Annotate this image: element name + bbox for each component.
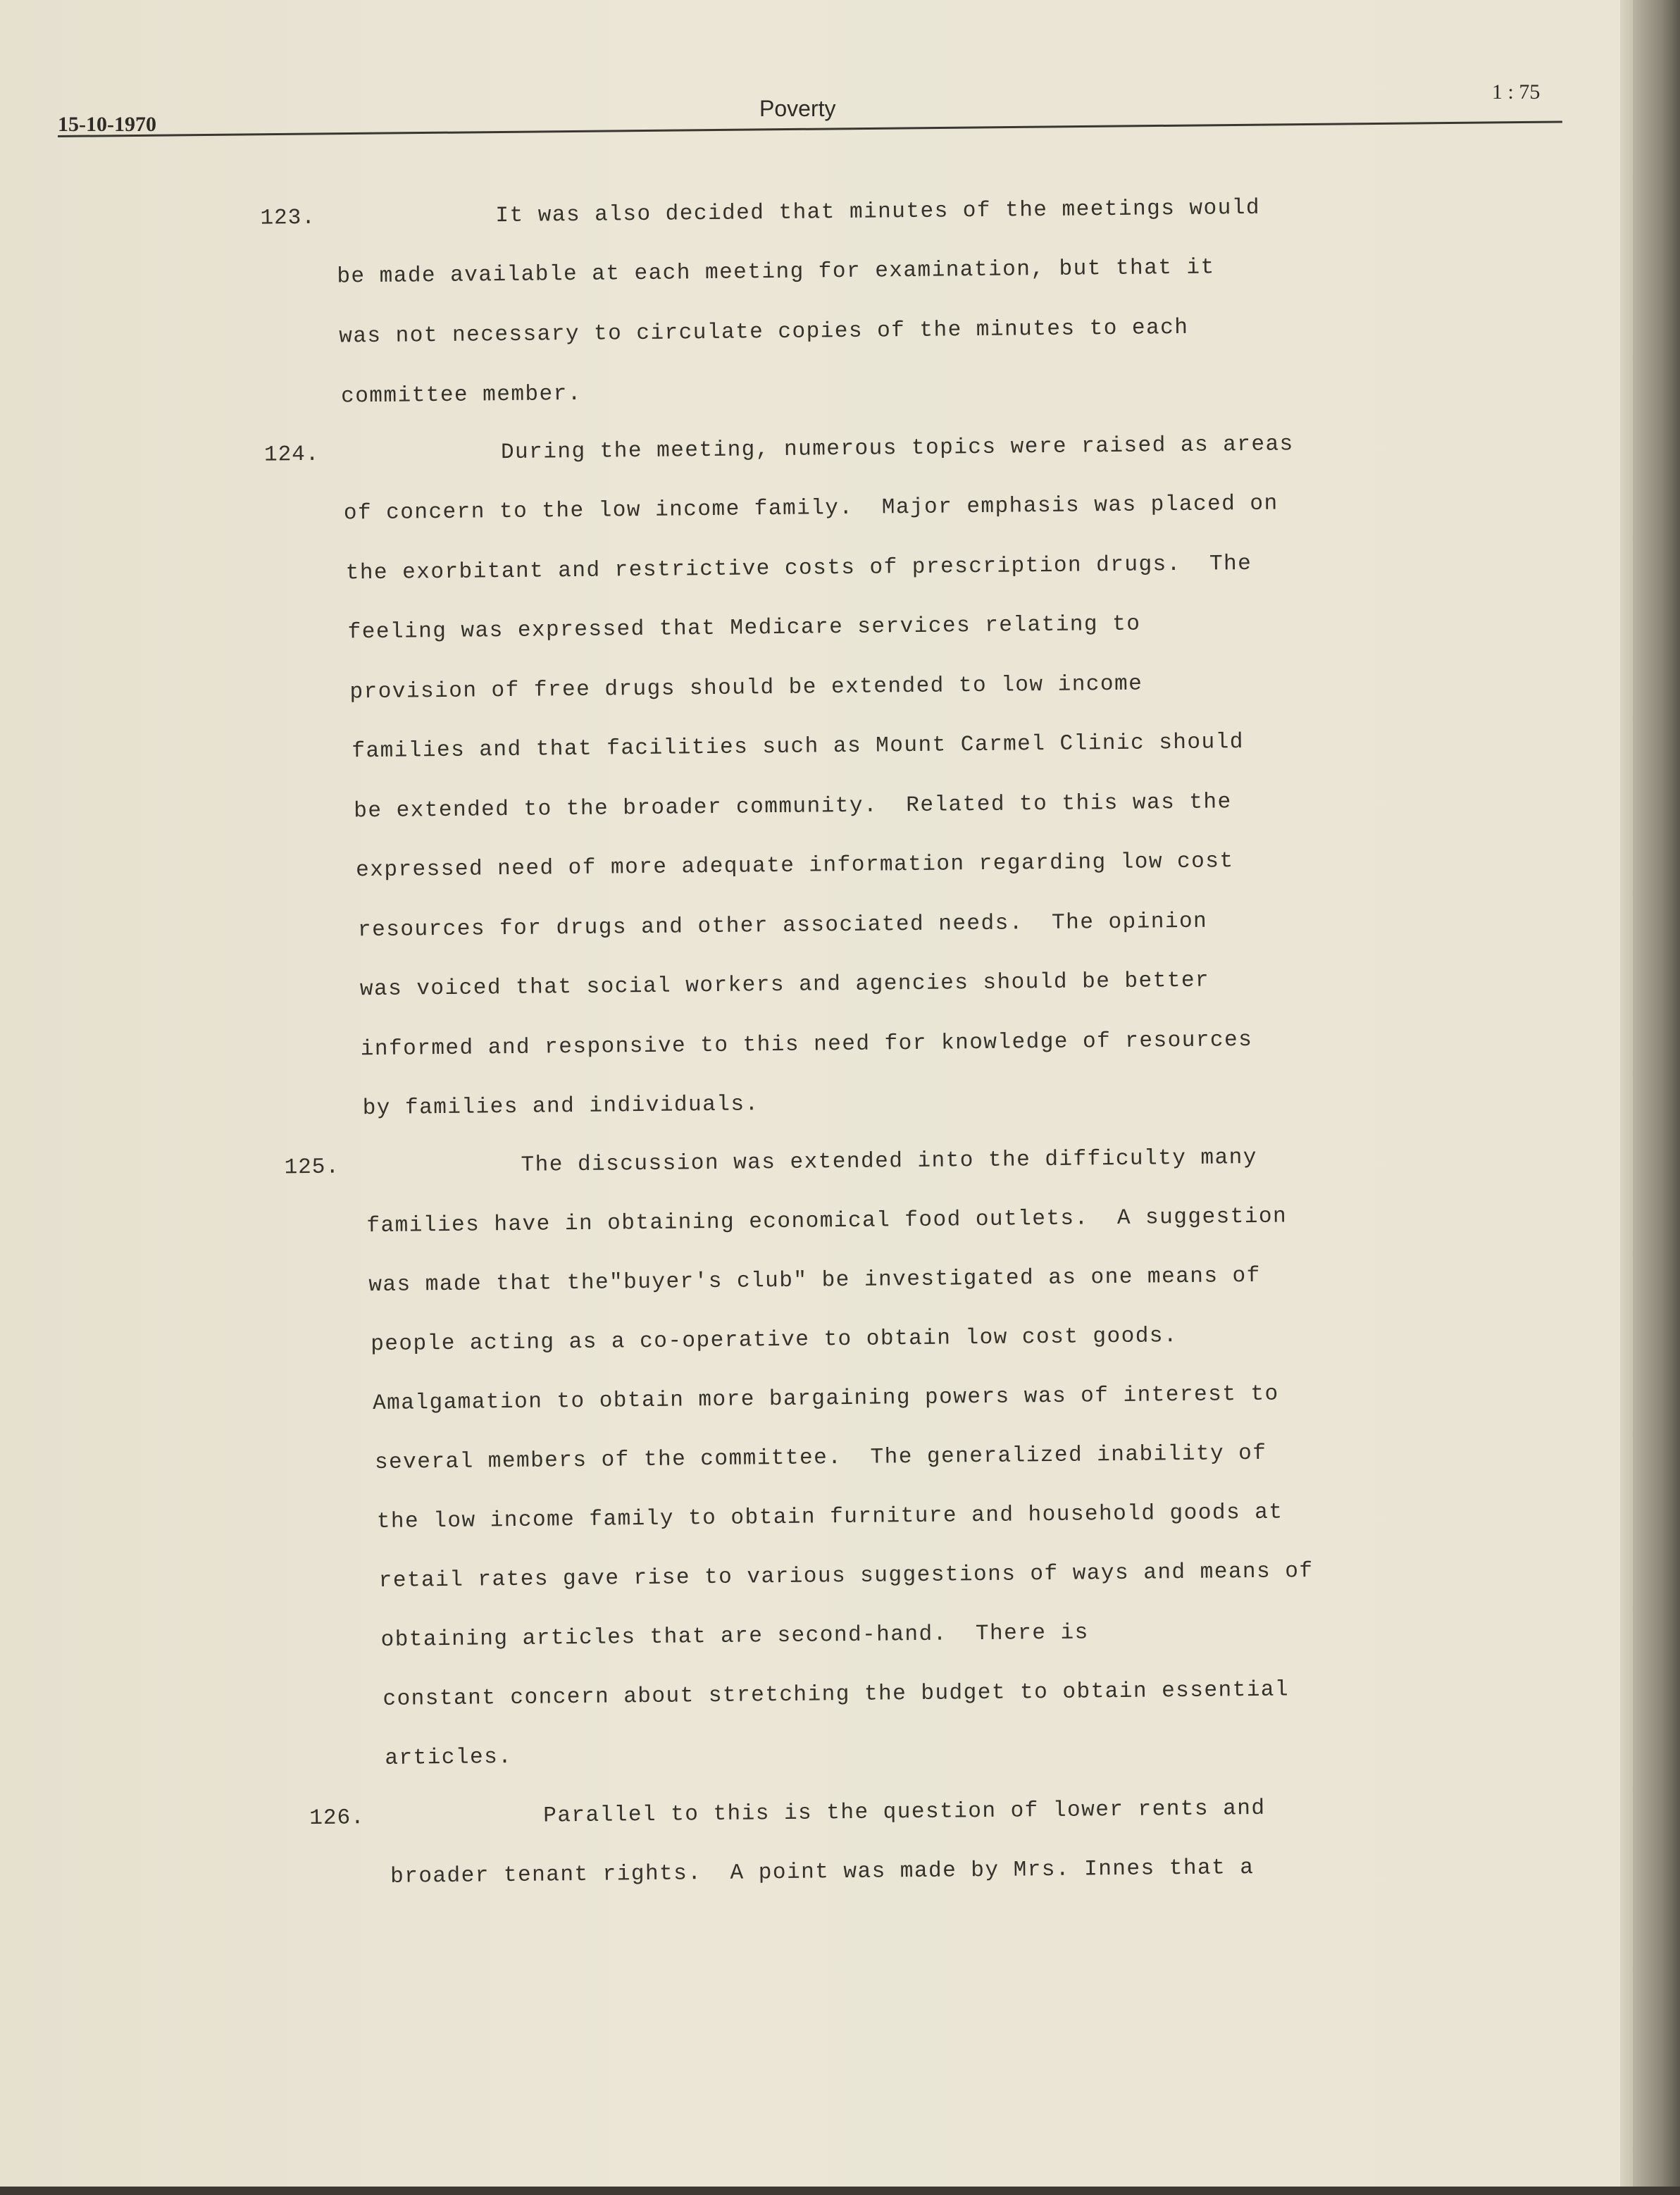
text-line: people acting as a co-operative to obtain low cost goods. — [371, 1324, 1178, 1357]
text-line: articles. — [385, 1745, 513, 1771]
header-page-number: 1 : 75 — [1492, 80, 1541, 104]
text-line: provision of free drugs should be extended to low income — [349, 671, 1143, 705]
text-line: was made that the"buyer's club" be investigated as one means of — [368, 1263, 1261, 1298]
text-line: be extended to the broader community. Related to this was the — [354, 790, 1232, 824]
text-line: broader tenant rights. A point was made by Mrs. Innes that a — [390, 1855, 1255, 1889]
paragraph-number: 124. — [263, 442, 320, 468]
text-line: retail rates gave rise to various suggestions of ways and means of — [378, 1559, 1314, 1593]
text-line: families have in obtaining economical food outlets. A suggestion — [366, 1204, 1288, 1239]
text-line: constant concern about stretching the budget to obtain essential — [382, 1677, 1290, 1712]
paragraph-number: 126. — [309, 1805, 365, 1832]
paragraph-number: 123. — [260, 205, 316, 231]
text-line: Parallel to this is the question of lower rents and — [543, 1796, 1266, 1829]
text-line: several members of the committee. The generalized inability of — [374, 1441, 1267, 1476]
header-date: 15-10-1970 — [58, 113, 156, 136]
text-line: feeling was expressed that Medicare services relating to — [347, 611, 1141, 645]
text-line: expressed need of more adequate information regarding low cost — [356, 849, 1234, 883]
paragraph-number: 125. — [284, 1155, 340, 1181]
text-line: obtaining articles that are second-hand. There is — [380, 1620, 1089, 1653]
text-line: committee member. — [340, 381, 583, 409]
text-line: the exorbitant and restrictive costs of prescription drugs. The — [345, 551, 1252, 586]
text-line: The discussion was extended into the difficulty many — [521, 1145, 1258, 1178]
text-line: of concern to the low income family. Major emphasis was placed on — [343, 491, 1278, 526]
text-line: informed and responsive to this need for knowledge of resources — [360, 1027, 1253, 1062]
text-line: was not necessary to circulate copies of the minutes to each — [339, 315, 1189, 349]
text-line: was voiced that social workers and agencies should be better — [359, 968, 1210, 1002]
text-line: by families and individuals. — [362, 1092, 759, 1121]
text-line: During the meeting, numerous topics were raised as areas — [500, 432, 1294, 466]
text-line: be made available at each meeting for examination, but that it — [337, 255, 1215, 290]
text-line: Amalgamation to obtain more bargaining powers was of interest to — [372, 1381, 1279, 1417]
header-title: Poverty — [759, 96, 836, 121]
text-line: resources for drugs and other associated needs. The opinion — [357, 909, 1208, 943]
text-line: the low income family to obtain furniture and household goods at — [376, 1500, 1283, 1535]
page-edge — [1620, 0, 1633, 2187]
text-line: families and that facilities such as Mount Carmel Clinic should — [351, 730, 1245, 764]
text-line: It was also decided that minutes of the meetings would — [495, 195, 1261, 229]
book-binding-edge — [1633, 0, 1680, 2187]
